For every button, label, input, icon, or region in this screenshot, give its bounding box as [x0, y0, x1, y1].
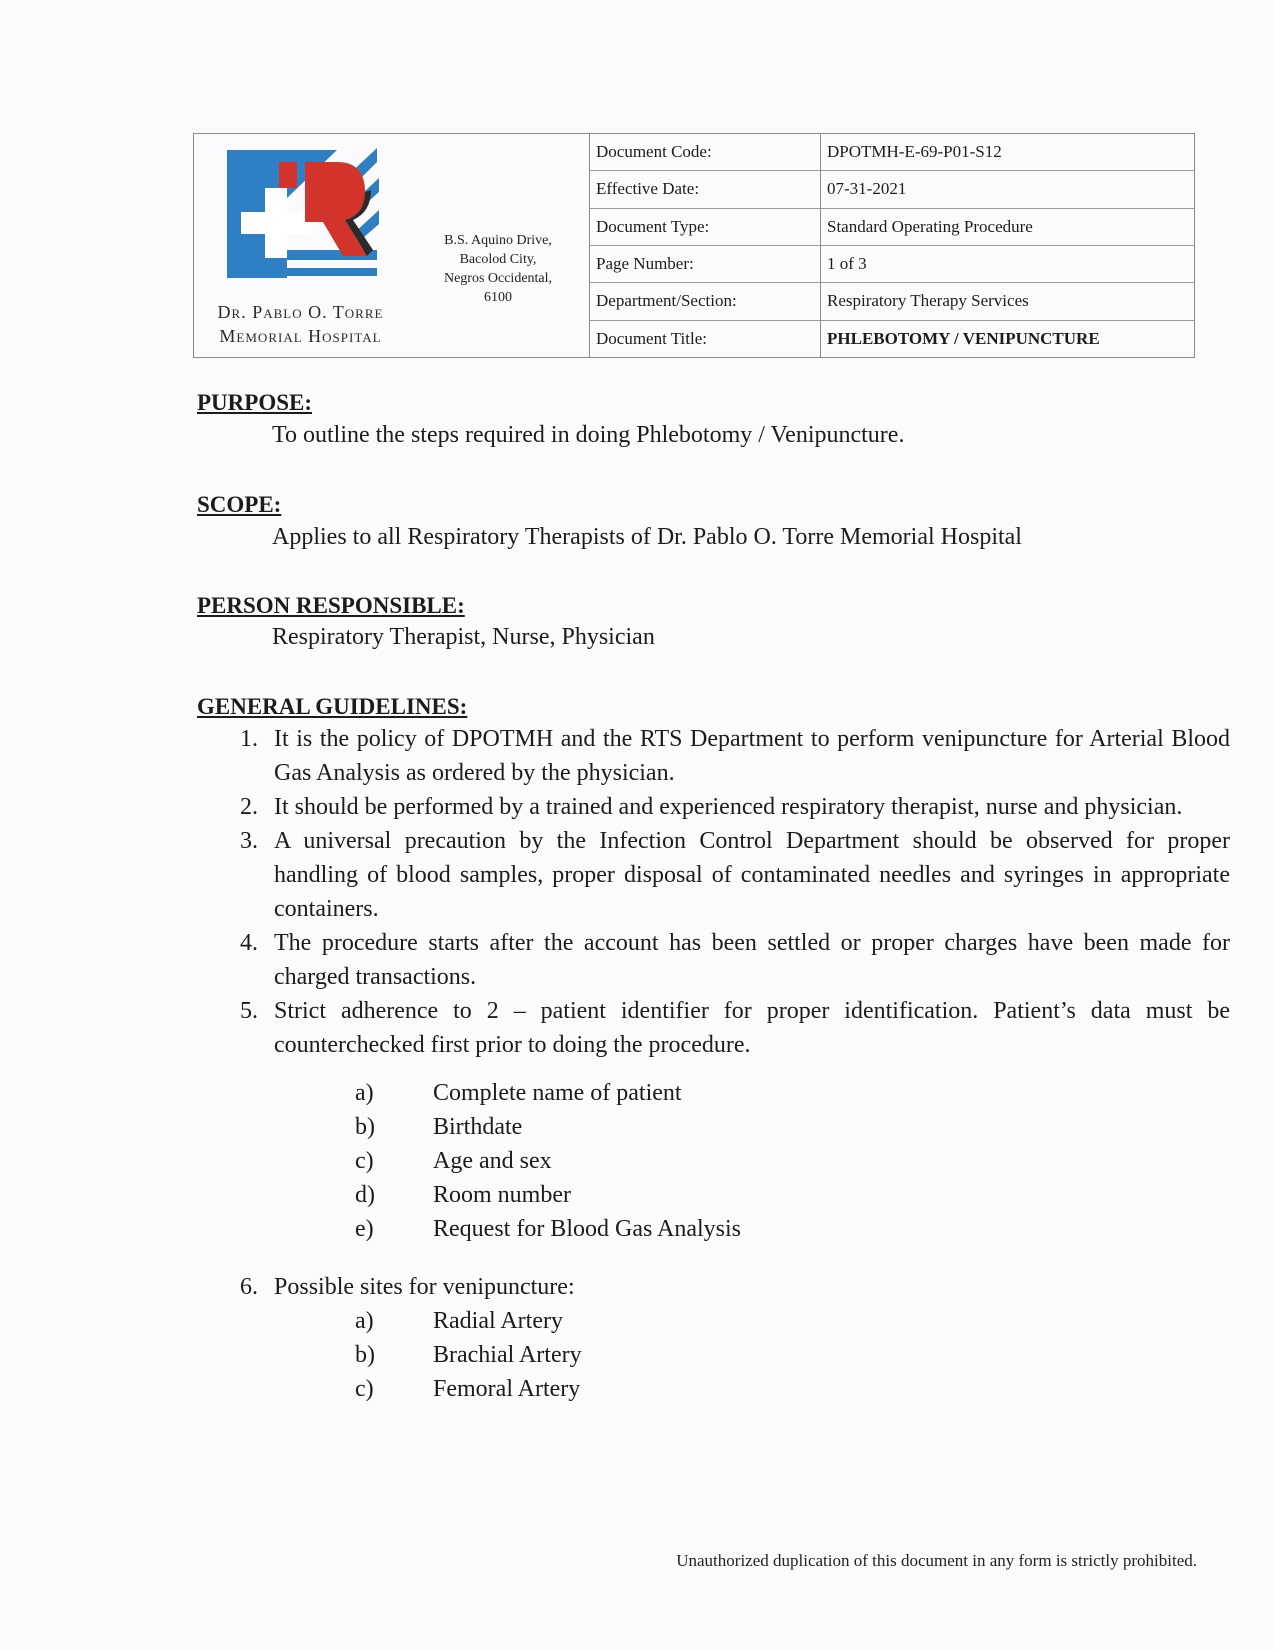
- address-cell: [407, 134, 590, 357]
- meta-row-document-title: [590, 321, 1194, 357]
- list-text: A universal precaution by the Infection Control Department should be observed for proper handling of blood samples, proper disposal of contaminated needles and syringes in appropriate containers.: [274, 828, 1230, 922]
- meta-label: Department/Section:: [590, 283, 821, 319]
- purpose-heading: PURPOSE:: [197, 390, 312, 415]
- meta-label: Effective Date:: [590, 171, 821, 207]
- sub-list-letter: a): [355, 1080, 374, 1106]
- meta-row-page-number: [590, 246, 1194, 283]
- hospital-name-line2: Memorial Hospital: [219, 326, 382, 346]
- sub-list-text: Radial Artery: [433, 1308, 563, 1334]
- sub-list-item: [240, 1110, 1230, 1144]
- sub-list-item: [240, 1076, 1230, 1110]
- hospital-address: [407, 231, 589, 307]
- sub-list-text: Complete name of patient: [433, 1080, 682, 1106]
- sub-list-text: Brachial Artery: [433, 1342, 582, 1368]
- list-number: 3.: [240, 828, 258, 854]
- address-line: B.S. Aquino Drive,: [444, 233, 552, 248]
- person-responsible-heading: PERSON RESPONSIBLE:: [197, 593, 465, 618]
- meta-value: 1 of 3: [827, 254, 867, 274]
- sub-list-letter: e): [355, 1216, 374, 1242]
- hospital-name-line1: Dr. Pablo O. Torre: [217, 302, 384, 322]
- meta-label: Document Title:: [590, 321, 821, 357]
- sub-list-item: [240, 1304, 1230, 1338]
- list-item: [240, 790, 1230, 824]
- list-number: 4.: [240, 930, 258, 956]
- list-item: [240, 824, 1230, 926]
- sub-list-item: [240, 1212, 1230, 1246]
- address-line: Negros Occidental,: [443, 271, 553, 286]
- list-text: Strict adherence to 2 – patient identifier for proper identification. Patient’s data must be counterchecked first prior to doing the procedure.: [274, 998, 1230, 1058]
- guidelines-heading: GENERAL GUIDELINES:: [197, 694, 468, 719]
- sub-list-letter: b): [355, 1114, 375, 1140]
- list-item: [240, 722, 1230, 790]
- meta-label: Document Code:: [590, 134, 821, 170]
- list-number: 2.: [240, 794, 258, 820]
- sub-list-letter: c): [355, 1376, 374, 1402]
- address-line: Bacolod City,: [459, 252, 537, 267]
- sub-list-letter: a): [355, 1308, 374, 1334]
- list-text: It is the policy of DPOTMH and the RTS Department to perform venipuncture for Arterial Blood Gas Analysis as ordered by the physician.: [274, 726, 1230, 786]
- logo-cell: [194, 134, 407, 357]
- address-line: 6100: [484, 290, 512, 305]
- sub-list-text: Room number: [433, 1182, 571, 1208]
- document-meta-table: [590, 134, 1194, 357]
- list-item: [240, 994, 1230, 1062]
- hospital-logo-icon: [227, 148, 382, 291]
- list-text: The procedure starts after the account has been settled or proper charges have been made for charged transactions.: [274, 930, 1230, 990]
- list-item: [240, 926, 1230, 994]
- sub-list-letter: c): [355, 1148, 374, 1174]
- footer-notice: Unauthorized duplication of this document in any form is strictly prohibited.: [676, 1551, 1197, 1570]
- list-number: 5.: [240, 998, 258, 1024]
- meta-value: Standard Operating Procedure: [827, 216, 1033, 236]
- scope-text: Applies to all Respiratory Therapists of Dr. Pablo O. Torre Memorial Hospital: [272, 524, 1022, 550]
- sub-list-letter: d): [355, 1182, 375, 1208]
- sub-list-item: [240, 1144, 1230, 1178]
- meta-value: 07-31-2021: [827, 179, 907, 199]
- meta-value: Respiratory Therapy Services: [827, 291, 1029, 311]
- venipuncture-sites-list: [240, 1304, 1230, 1406]
- sub-list-text: Age and sex: [433, 1148, 552, 1174]
- sub-list-item: [240, 1372, 1230, 1406]
- list-number: 6.: [240, 1274, 258, 1300]
- person-responsible-text: Respiratory Therapist, Nurse, Physician: [272, 624, 655, 650]
- scope-heading: SCOPE:: [197, 492, 282, 517]
- guidelines-list: [240, 722, 1230, 1430]
- sub-list-item: [240, 1178, 1230, 1212]
- meta-row-document-code: [590, 134, 1194, 171]
- document-title-value: PHLEBOTOMY / VENIPUNCTURE: [827, 328, 1100, 348]
- list-text: Possible sites for venipuncture:: [274, 1274, 575, 1300]
- sub-list-item: [240, 1338, 1230, 1372]
- purpose-text: To outline the steps required in doing Phlebotomy / Venipuncture.: [272, 422, 905, 448]
- meta-label: Page Number:: [590, 246, 821, 282]
- meta-row-document-type: [590, 209, 1194, 246]
- meta-row-effective-date: [590, 171, 1194, 208]
- document-header: [193, 133, 1195, 358]
- patient-identifier-list: [240, 1076, 1230, 1246]
- list-text: It should be performed by a trained and experienced respiratory therapist, nurse and physician.: [274, 794, 1183, 820]
- list-number: 1.: [240, 726, 258, 752]
- list-item: [240, 1270, 1230, 1304]
- meta-row-department: [590, 283, 1194, 320]
- meta-label: Document Type:: [590, 209, 821, 245]
- sub-list-text: Birthdate: [433, 1114, 523, 1140]
- sub-list-letter: b): [355, 1342, 375, 1368]
- sub-list-text: Femoral Artery: [433, 1376, 581, 1402]
- sub-list-text: Request for Blood Gas Analysis: [433, 1216, 741, 1242]
- meta-value: DPOTMH-E-69-P01-S12: [827, 142, 1002, 162]
